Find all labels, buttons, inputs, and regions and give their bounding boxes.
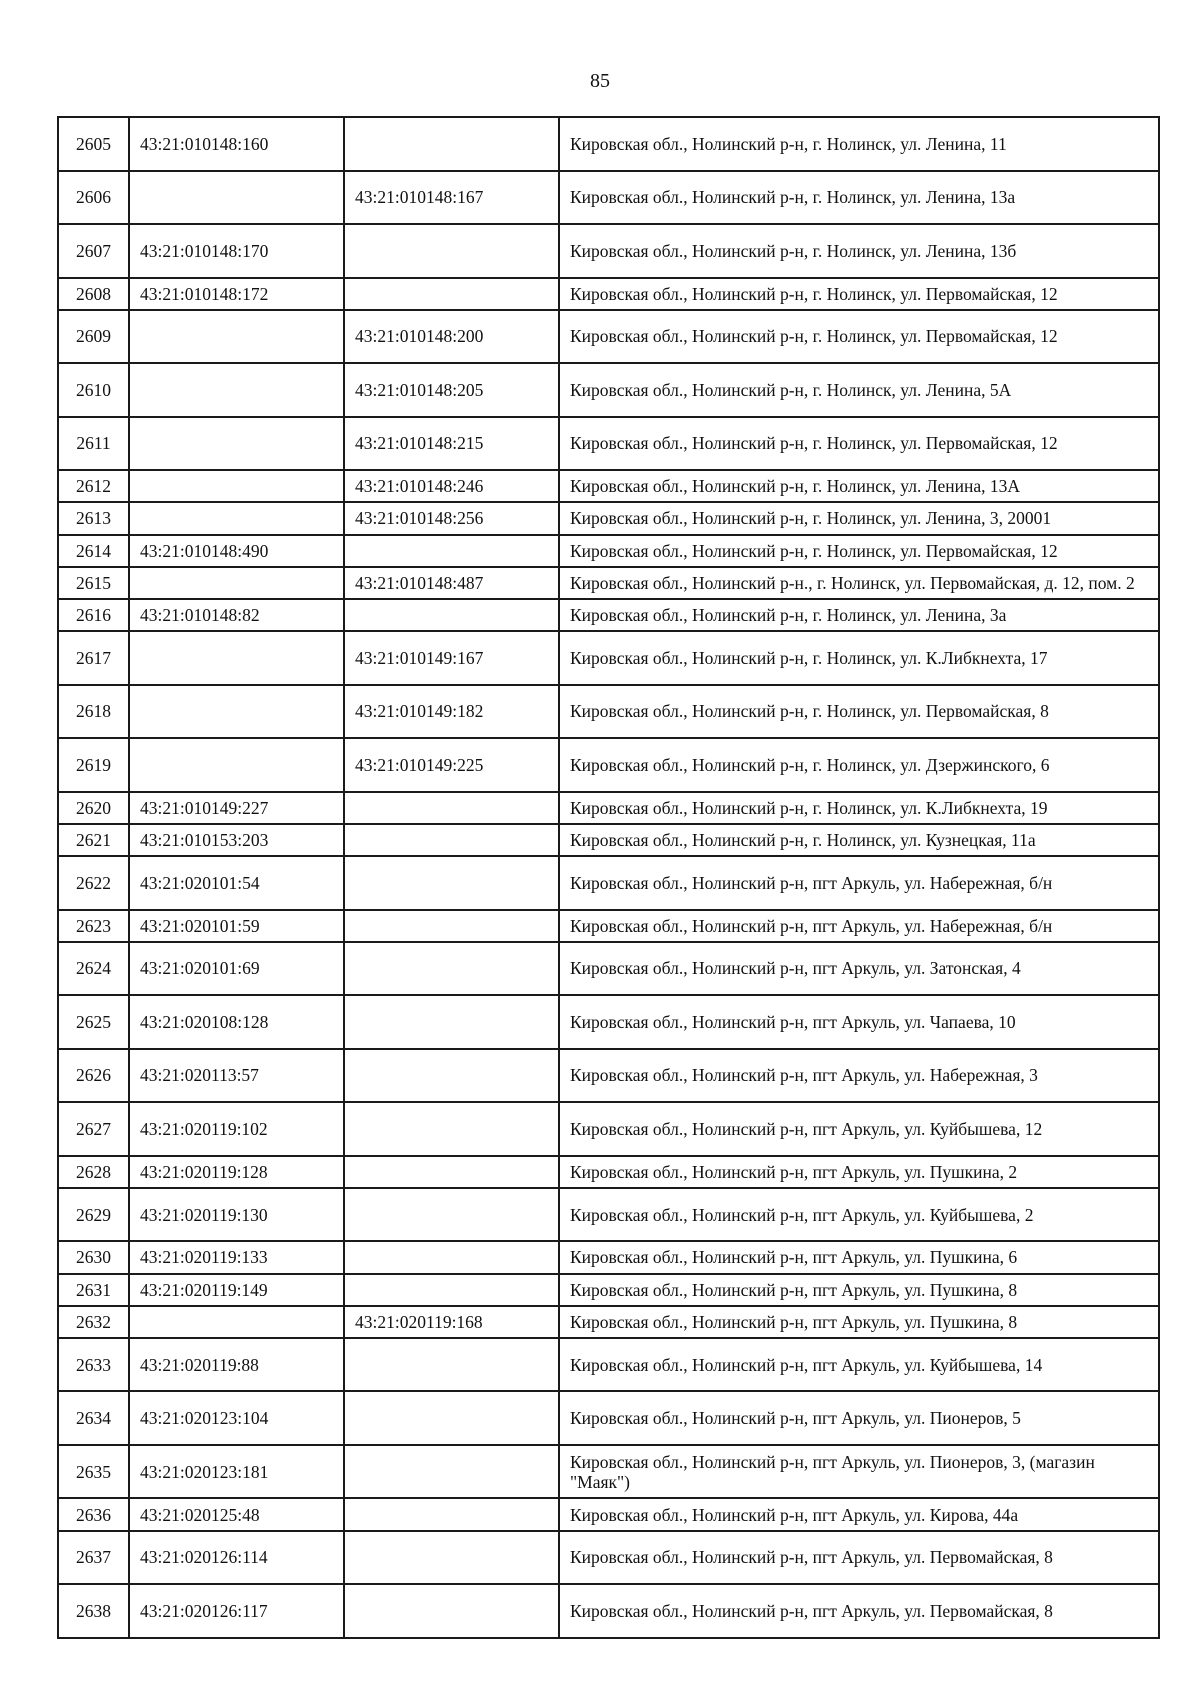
row-number-cell: 2625 — [58, 995, 129, 1049]
cadastral-number-cell: 43:21:020126:114 — [129, 1531, 344, 1585]
address-cell: Кировская обл., Нолинский р-н, пгт Аркуль, ул. Кирова, 44а — [559, 1498, 1159, 1530]
address-cell: Кировская обл., Нолинский р-н, пгт Аркуль, ул. Пушкина, 2 — [559, 1156, 1159, 1188]
row-number-cell: 2605 — [58, 117, 129, 171]
row-number-cell: 2638 — [58, 1584, 129, 1638]
row-number-cell: 2635 — [58, 1445, 129, 1499]
address-cell: Кировская обл., Нолинский р-н, пгт Аркуль, ул. Набережная, б/н — [559, 856, 1159, 910]
related-cadastral-number-cell — [344, 792, 559, 824]
table-row — [58, 1338, 1159, 1392]
row-number-cell: 2634 — [58, 1391, 129, 1445]
related-cadastral-number-cell — [344, 1188, 559, 1242]
table-row — [58, 599, 1159, 631]
cadastral-number-cell: 43:21:020113:57 — [129, 1049, 344, 1103]
cadastral-number-cell: 43:21:020119:133 — [129, 1241, 344, 1273]
row-number-cell: 2616 — [58, 599, 129, 631]
cadastral-number-cell: 43:21:020119:102 — [129, 1102, 344, 1156]
table-row — [58, 278, 1159, 310]
cadastral-number-cell: 43:21:020125:48 — [129, 1498, 344, 1530]
row-number-cell: 2637 — [58, 1531, 129, 1585]
related-cadastral-number-cell — [344, 278, 559, 310]
page-number: 85 — [590, 70, 610, 92]
cadastral-number-cell: 43:21:020123:104 — [129, 1391, 344, 1445]
related-cadastral-number-cell: 43:21:010148:246 — [344, 470, 559, 502]
row-number-cell: 2629 — [58, 1188, 129, 1242]
address-cell: Кировская обл., Нолинский р-н, г. Нолинск, ул. Ленина, 5А — [559, 363, 1159, 417]
table-row — [58, 856, 1159, 910]
row-number-cell: 2619 — [58, 738, 129, 792]
table-row — [58, 1156, 1159, 1188]
cadastral-number-cell: 43:21:010148:170 — [129, 224, 344, 278]
address-cell: Кировская обл., Нолинский р-н, г. Нолинск, ул. Дзержинского, 6 — [559, 738, 1159, 792]
address-cell: Кировская обл., Нолинский р-н, г. Нолинск, ул. Ленина, 11 — [559, 117, 1159, 171]
table-row — [58, 631, 1159, 685]
related-cadastral-number-cell — [344, 1102, 559, 1156]
address-cell: Кировская обл., Нолинский р-н, г. Нолинск, ул. Первомайская, 12 — [559, 417, 1159, 471]
cadastral-number-cell — [129, 470, 344, 502]
table-row — [58, 942, 1159, 996]
row-number-cell: 2623 — [58, 910, 129, 942]
address-cell: Кировская обл., Нолинский р-н, пгт Аркуль, ул. Первомайская, 8 — [559, 1531, 1159, 1585]
address-cell: Кировская обл., Нолинский р-н, г. Нолинск, ул. Первомайская, 12 — [559, 535, 1159, 567]
row-number-cell: 2636 — [58, 1498, 129, 1530]
cadastral-number-cell — [129, 310, 344, 364]
cadastral-number-cell: 43:21:020108:128 — [129, 995, 344, 1049]
table-row — [58, 1391, 1159, 1445]
cadastral-number-cell — [129, 738, 344, 792]
related-cadastral-number-cell: 43:21:010149:167 — [344, 631, 559, 685]
related-cadastral-number-cell: 43:21:010149:225 — [344, 738, 559, 792]
table-row — [58, 1274, 1159, 1306]
cadastral-number-cell: 43:21:010148:490 — [129, 535, 344, 567]
cadastral-number-cell: 43:21:020119:128 — [129, 1156, 344, 1188]
cadastral-number-cell: 43:21:020123:181 — [129, 1445, 344, 1499]
related-cadastral-number-cell — [344, 995, 559, 1049]
cadastral-number-cell — [129, 567, 344, 599]
table-row — [58, 417, 1159, 471]
row-number-cell: 2609 — [58, 310, 129, 364]
table-row — [58, 685, 1159, 739]
table-row — [58, 363, 1159, 417]
row-number-cell: 2614 — [58, 535, 129, 567]
address-cell: Кировская обл., Нолинский р-н, г. Нолинск, ул. Ленина, 13а — [559, 171, 1159, 225]
cadastral-number-cell: 43:21:020119:130 — [129, 1188, 344, 1242]
table-row — [58, 171, 1159, 225]
address-cell: Кировская обл., Нолинский р-н, пгт Аркуль, ул. Куйбышева, 14 — [559, 1338, 1159, 1392]
related-cadastral-number-cell — [344, 599, 559, 631]
related-cadastral-number-cell — [344, 1274, 559, 1306]
table-row — [58, 117, 1159, 171]
table-row — [58, 535, 1159, 567]
table-row — [58, 1445, 1159, 1499]
related-cadastral-number-cell — [344, 1498, 559, 1530]
row-number-cell: 2608 — [58, 278, 129, 310]
cadastral-number-cell: 43:21:010148:160 — [129, 117, 344, 171]
address-cell: Кировская обл., Нолинский р-н, пгт Аркуль, ул. Набережная, 3 — [559, 1049, 1159, 1103]
table-row — [58, 567, 1159, 599]
row-number-cell: 2615 — [58, 567, 129, 599]
table-row — [58, 824, 1159, 856]
address-cell: Кировская обл., Нолинский р-н, пгт Аркуль, ул. Пушкина, 8 — [559, 1274, 1159, 1306]
table-row — [58, 224, 1159, 278]
related-cadastral-number-cell — [344, 824, 559, 856]
cadastral-number-cell: 43:21:010148:82 — [129, 599, 344, 631]
row-number-cell: 2611 — [58, 417, 129, 471]
cadastral-number-cell — [129, 502, 344, 534]
row-number-cell: 2618 — [58, 685, 129, 739]
address-cell: Кировская обл., Нолинский р-н, пгт Аркуль, ул. Пионеров, 3, (магазин "Маяк") — [559, 1445, 1159, 1499]
row-number-cell: 2617 — [58, 631, 129, 685]
address-cell: Кировская обл., Нолинский р-н, г. Нолинск, ул. К.Либкнехта, 19 — [559, 792, 1159, 824]
related-cadastral-number-cell: 43:21:010148:167 — [344, 171, 559, 225]
table-row — [58, 910, 1159, 942]
related-cadastral-number-cell — [344, 1049, 559, 1103]
cadastral-number-cell — [129, 363, 344, 417]
cadastral-number-cell: 43:21:010148:172 — [129, 278, 344, 310]
table-row — [58, 1241, 1159, 1273]
related-cadastral-number-cell — [344, 1241, 559, 1273]
related-cadastral-number-cell — [344, 1445, 559, 1499]
address-cell: Кировская обл., Нолинский р-н, пгт Аркуль, ул. Куйбышева, 12 — [559, 1102, 1159, 1156]
row-number-cell: 2621 — [58, 824, 129, 856]
row-number-cell: 2626 — [58, 1049, 129, 1103]
address-cell: Кировская обл., Нолинский р-н., г. Нолинск, ул. Первомайская, д. 12, пом. 2 — [559, 567, 1159, 599]
related-cadastral-number-cell — [344, 224, 559, 278]
cadastral-number-cell — [129, 631, 344, 685]
row-number-cell: 2627 — [58, 1102, 129, 1156]
registry-table — [57, 116, 1160, 1639]
address-cell: Кировская обл., Нолинский р-н, г. Нолинск, ул. Первомайская, 12 — [559, 310, 1159, 364]
related-cadastral-number-cell: 43:21:010148:205 — [344, 363, 559, 417]
related-cadastral-number-cell — [344, 1338, 559, 1392]
row-number-cell: 2622 — [58, 856, 129, 910]
address-cell: Кировская обл., Нолинский р-н, г. Нолинск, ул. Первомайская, 8 — [559, 685, 1159, 739]
row-number-cell: 2607 — [58, 224, 129, 278]
cadastral-number-cell: 43:21:020101:54 — [129, 856, 344, 910]
table-row — [58, 792, 1159, 824]
cadastral-number-cell: 43:21:020101:59 — [129, 910, 344, 942]
row-number-cell: 2624 — [58, 942, 129, 996]
related-cadastral-number-cell: 43:21:020119:168 — [344, 1306, 559, 1338]
registry-table-body — [58, 117, 1159, 1638]
address-cell: Кировская обл., Нолинский р-н, пгт Аркуль, ул. Пионеров, 5 — [559, 1391, 1159, 1445]
related-cadastral-number-cell: 43:21:010148:487 — [344, 567, 559, 599]
table-row — [58, 738, 1159, 792]
row-number-cell: 2633 — [58, 1338, 129, 1392]
related-cadastral-number-cell — [344, 117, 559, 171]
related-cadastral-number-cell — [344, 1584, 559, 1638]
row-number-cell: 2610 — [58, 363, 129, 417]
address-cell: Кировская обл., Нолинский р-н, пгт Аркуль, ул. Набережная, б/н — [559, 910, 1159, 942]
cadastral-number-cell: 43:21:010149:227 — [129, 792, 344, 824]
table-row — [58, 1102, 1159, 1156]
row-number-cell: 2606 — [58, 171, 129, 225]
cadastral-number-cell: 43:21:020119:149 — [129, 1274, 344, 1306]
cadastral-number-cell — [129, 685, 344, 739]
related-cadastral-number-cell — [344, 535, 559, 567]
related-cadastral-number-cell: 43:21:010148:200 — [344, 310, 559, 364]
address-cell: Кировская обл., Нолинский р-н, пгт Аркуль, ул. Пушкина, 8 — [559, 1306, 1159, 1338]
cadastral-number-cell — [129, 171, 344, 225]
related-cadastral-number-cell — [344, 856, 559, 910]
table-row — [58, 995, 1159, 1049]
address-cell: Кировская обл., Нолинский р-н, пгт Аркуль, ул. Затонская, 4 — [559, 942, 1159, 996]
related-cadastral-number-cell — [344, 910, 559, 942]
table-row — [58, 502, 1159, 534]
table-row — [58, 1531, 1159, 1585]
address-cell: Кировская обл., Нолинский р-н, пгт Аркуль, ул. Первомайская, 8 — [559, 1584, 1159, 1638]
cadastral-number-cell: 43:21:020119:88 — [129, 1338, 344, 1392]
table-row — [58, 470, 1159, 502]
cadastral-number-cell: 43:21:020101:69 — [129, 942, 344, 996]
related-cadastral-number-cell — [344, 1156, 559, 1188]
related-cadastral-number-cell — [344, 1531, 559, 1585]
address-cell: Кировская обл., Нолинский р-н, пгт Аркуль, ул. Чапаева, 10 — [559, 995, 1159, 1049]
related-cadastral-number-cell: 43:21:010148:256 — [344, 502, 559, 534]
row-number-cell: 2620 — [58, 792, 129, 824]
row-number-cell: 2631 — [58, 1274, 129, 1306]
cadastral-number-cell — [129, 417, 344, 471]
table-row — [58, 310, 1159, 364]
table-row — [58, 1306, 1159, 1338]
table-row — [58, 1188, 1159, 1242]
table-row — [58, 1498, 1159, 1530]
cadastral-number-cell: 43:21:010153:203 — [129, 824, 344, 856]
cadastral-number-cell: 43:21:020126:117 — [129, 1584, 344, 1638]
related-cadastral-number-cell — [344, 942, 559, 996]
address-cell: Кировская обл., Нолинский р-н, г. Нолинск, ул. Кузнецкая, 11а — [559, 824, 1159, 856]
address-cell: Кировская обл., Нолинский р-н, пгт Аркуль, ул. Пушкина, 6 — [559, 1241, 1159, 1273]
address-cell: Кировская обл., Нолинский р-н, г. Нолинск, ул. Ленина, 3, 20001 — [559, 502, 1159, 534]
row-number-cell: 2612 — [58, 470, 129, 502]
table-row — [58, 1584, 1159, 1638]
address-cell: Кировская обл., Нолинский р-н, г. Нолинск, ул. Ленина, 13б — [559, 224, 1159, 278]
related-cadastral-number-cell — [344, 1391, 559, 1445]
cadastral-number-cell — [129, 1306, 344, 1338]
row-number-cell: 2632 — [58, 1306, 129, 1338]
row-number-cell: 2628 — [58, 1156, 129, 1188]
address-cell: Кировская обл., Нолинский р-н, г. Нолинск, ул. К.Либкнехта, 17 — [559, 631, 1159, 685]
related-cadastral-number-cell: 43:21:010148:215 — [344, 417, 559, 471]
related-cadastral-number-cell: 43:21:010149:182 — [344, 685, 559, 739]
table-row — [58, 1049, 1159, 1103]
row-number-cell: 2613 — [58, 502, 129, 534]
row-number-cell: 2630 — [58, 1241, 129, 1273]
address-cell: Кировская обл., Нолинский р-н, пгт Аркуль, ул. Куйбышева, 2 — [559, 1188, 1159, 1242]
address-cell: Кировская обл., Нолинский р-н, г. Нолинск, ул. Первомайская, 12 — [559, 278, 1159, 310]
address-cell: Кировская обл., Нолинский р-н, г. Нолинск, ул. Ленина, 3а — [559, 599, 1159, 631]
address-cell: Кировская обл., Нолинский р-н, г. Нолинск, ул. Ленина, 13А — [559, 470, 1159, 502]
